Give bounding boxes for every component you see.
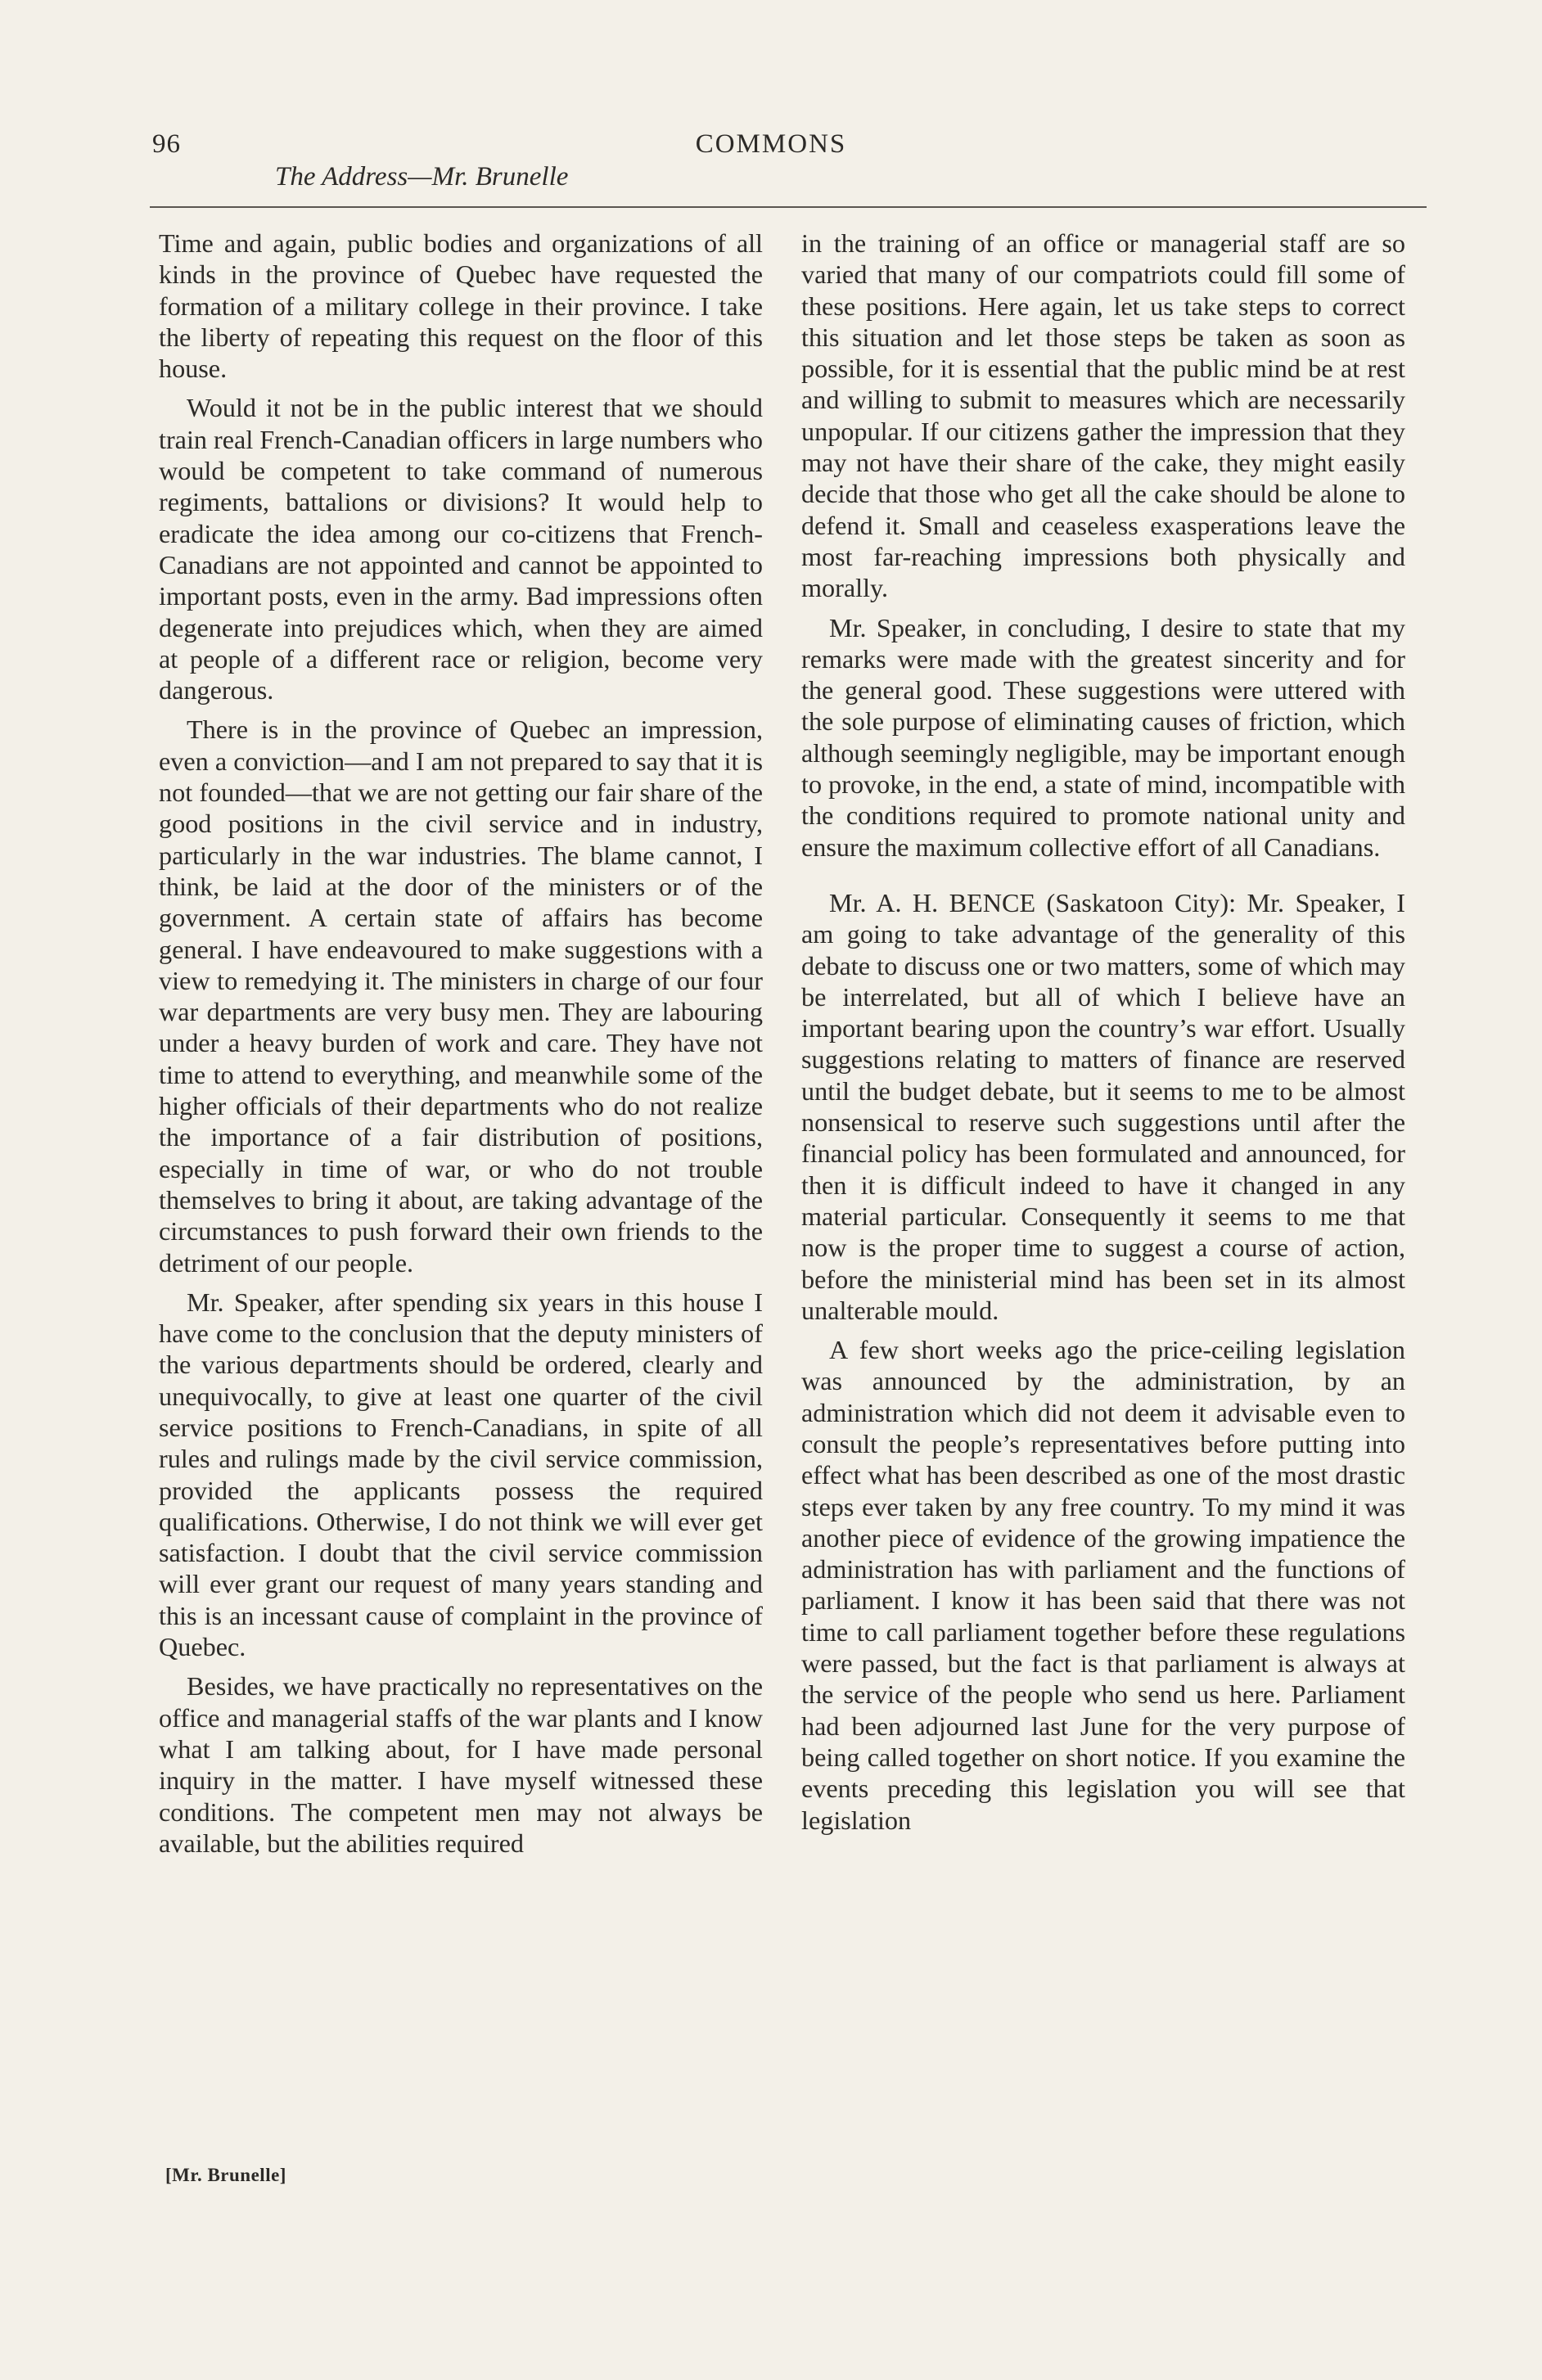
paragraph: in the training of an office or managerial staff are so varied that many of our compatriots could fill some of these positions. Here again, let us take steps to correct this situation and let those steps be taken as soon as possible, for it is essential that the public mind be at rest and willing to submit to measures which are necessarily unpopular. If our citizens gather the impression that they may not have their share of the cake, they might easily decide that those who get all the cake should be alone to defend it. Small and ceaseless exasperations leave the most far-reaching impressions both physically and morally. [801, 228, 1405, 603]
paragraph: Mr. Speaker, after spending six years in this house I have come to the conclusion that the deputy ministers of the various departments should be ordered, clearly and unequivocally, to give at least one quarter of the civil service positions to French-Canadians, in spite of all rules and rulings made by the civil service commission, provided the applicants possess the required qualifications. Otherwise, I do not think we will ever get satisfaction. I doubt that the civil service commission will ever grant our request of many years standing and this is an incessant cause of complaint in the province of Quebec. [159, 1287, 763, 1662]
page-number: 96 [152, 129, 181, 159]
paragraph: A few short weeks ago the price-ceiling legislation was announced by the administration, by an administration which did not deem it advisable even to consult the people’s representatives before putting into effect what has been described as one of the most drastic steps ever taken by any free country. To my mind it was another piece of evidence of the growing impatience the administration has with parliament and the functions of parliament. I know it has been said that there was not time to call parliament together before these regulations were passed, but the fact is that parliament is always at the service of the people who send us here. Parliament had been adjourned last June for the very purpose of being called together on short notice. If you examine the events preceding this legislation you will see that legislation [801, 1335, 1405, 1835]
paragraph-bence: Mr. A. H. BENCE (Saskatoon City): Mr. Speaker, I am going to take advantage of the generality of this debate to discuss one or two matters, some of which may be interrelated, but all of which I believe have an important bearing upon the country’s war effort. Usually suggestions relating to matters of finance are reserved until the budget debate, but it seems to me to be almost nonsensical to reserve such suggestions until after the financial policy has been formulated and announced, for then it is difficult indeed to have it changed in any material particular. Consequently it seems to me that now is the proper time to suggest a course of action, before the ministerial mind has been set in its almost unalterable mould. [801, 887, 1405, 1325]
paragraph: Mr. Speaker, in concluding, I desire to state that my remarks were made with the greatest sincerity and for the general good. These suggestions were uttered with the sole purpose of eliminating causes of friction, which although seemingly negligible, may be important enough to provoke, in the end, a state of mind, incompatible with the conditions required to promote national unity and ensure the maximum collective effort of all Canadians. [801, 612, 1405, 862]
left-column [159, 228, 763, 1867]
header-rule [150, 206, 1427, 208]
running-head: COMMONS [695, 129, 847, 159]
right-column [801, 228, 1405, 1844]
paragraph: Time and again, public bodies and organizations of all kinds in the province of Quebec have requested the formation of a military college in their province. I take the liberty of repeating this request on the floor of this house. [159, 228, 763, 384]
paragraph: Would it not be in the public interest that we should train real French-Canadian officers in large numbers who would be competent to take command of numerous regiments, battalions or divisions? It would help to eradicate the idea among our co-citizens that French-Canadians are not appointed and cannot be appointed to important posts, even in the army. Bad impressions often degenerate into prejudices which, when they are aimed at people of a different race or religion, become very dangerous. [159, 393, 763, 705]
paragraph: Besides, we have practically no representatives on the office and managerial staffs of the war plants and I know what I am talking about, for I have made personal inquiry in the matter. I have myself witnessed these conditions. The competent men may not always be available, but the abilities required [159, 1671, 763, 1858]
section-subject: The Address—Mr. Brunelle [275, 162, 569, 192]
paragraph: There is in the province of Quebec an impression, even a conviction—and I am not prepared to say that it is not founded—that we are not getting our fair share of the good positions in the civil service and in industry, particularly in the war industries. The blame cannot, I think, be laid at the door of the ministers or of the government. A certain state of affairs has become general. I have endeavoured to make suggestions with a view to remedying it. The ministers in charge of our four war departments are very busy men. They are labouring under a heavy burden of work and care. They have not time to attend to everything, and meanwhile some of the higher officials of their departments who do not realize the importance of a fair distribution of positions, especially in time of war, or who do not trouble themselves to bring it about, are taking advantage of the circumstances to push forward their own friends to the detriment of our people. [159, 714, 763, 1278]
footer-speaker-tag: [Mr. Brunelle] [165, 2165, 286, 2185]
